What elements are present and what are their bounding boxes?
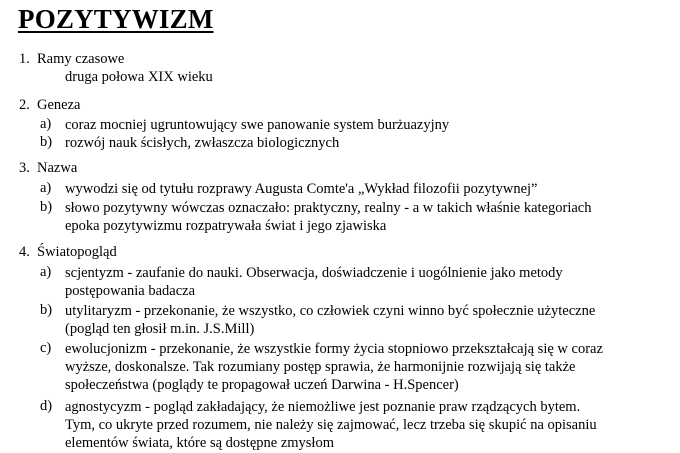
item-text [65, 180, 680, 198]
item-line: Tym, co ukryte przed rozumem, nie należy się zajmować, lecz trzeba się skupić na opisaniu [65, 417, 597, 433]
item-line: agnostycyzm - pogląd zakładający, że niemożliwe jest poznanie praw rządzących bytem. [65, 399, 581, 415]
section-heading: Geneza [37, 97, 81, 113]
section-number: 1. [19, 51, 30, 67]
item-letter: a) [40, 264, 52, 280]
item-line: słowo pozytywny wówczas oznaczało: praktyczny, realny - a w takich właśnie kategoriach [65, 200, 592, 216]
section-heading: Światopogląd [37, 244, 117, 260]
item-text [65, 398, 680, 452]
item-letter: b) [40, 199, 53, 215]
item-line: społeczeństwa (poglądy te propagował uczeń Darwina - H.Spencer) [65, 377, 459, 393]
item-text [65, 134, 680, 152]
item-line: epoka pozytywizmu rozpatrywała świat i jego zjawiska [65, 218, 387, 234]
section-number: 4. [19, 244, 30, 260]
item-line: elementów świata, które są dostępne zmysłom [65, 435, 334, 451]
item-line: wyższe, doskonalsze. Tak rozumiany postęp sprawia, że harmonijnie rozwijają się także [65, 359, 576, 375]
item-line: wywodzi się od tytułu rozprawy Augusta Comte'a „Wykład filozofii pozytywnej” [65, 181, 538, 197]
item-text [65, 302, 680, 338]
item-line: rozwój nauk ścisłych, zwłaszcza biologicznych [65, 135, 340, 151]
item-line: coraz mocniej ugruntowujący swe panowanie system burżuazyjny [65, 117, 450, 133]
item-letter: c) [40, 340, 52, 356]
item-line: scjentyzm - zaufanie do nauki. Obserwacja, doświadczenie i uogólnienie jako metody [65, 265, 563, 281]
section-heading: Nazwa [37, 160, 78, 176]
section-number: 2. [19, 97, 30, 113]
item-text [65, 116, 680, 134]
section-number: 3. [19, 160, 30, 176]
item-letter: b) [40, 302, 53, 318]
item-line: (pogląd ten głosił m.in. J.S.Mill) [65, 321, 255, 337]
item-line: utylitaryzm - przekonanie, że wszystko, co człowiek czyni winno być społecznie użyteczne [65, 303, 596, 319]
item-letter: d) [40, 398, 53, 414]
item-letter: b) [40, 134, 53, 150]
item-line: postępowania badacza [65, 283, 196, 299]
page-title: POZYTYWIZM [18, 4, 214, 34]
section-subtext: druga połowa XIX wieku [65, 69, 213, 85]
item-text [65, 199, 680, 235]
item-text [65, 264, 680, 300]
item-letter: a) [40, 116, 52, 132]
section-heading: Ramy czasowe [37, 51, 125, 67]
item-text [65, 340, 680, 394]
item-line: ewolucjonizm - przekonanie, że wszystkie formy życia stopniowo przekształcają się w coraz [65, 341, 603, 357]
item-letter: a) [40, 180, 52, 196]
